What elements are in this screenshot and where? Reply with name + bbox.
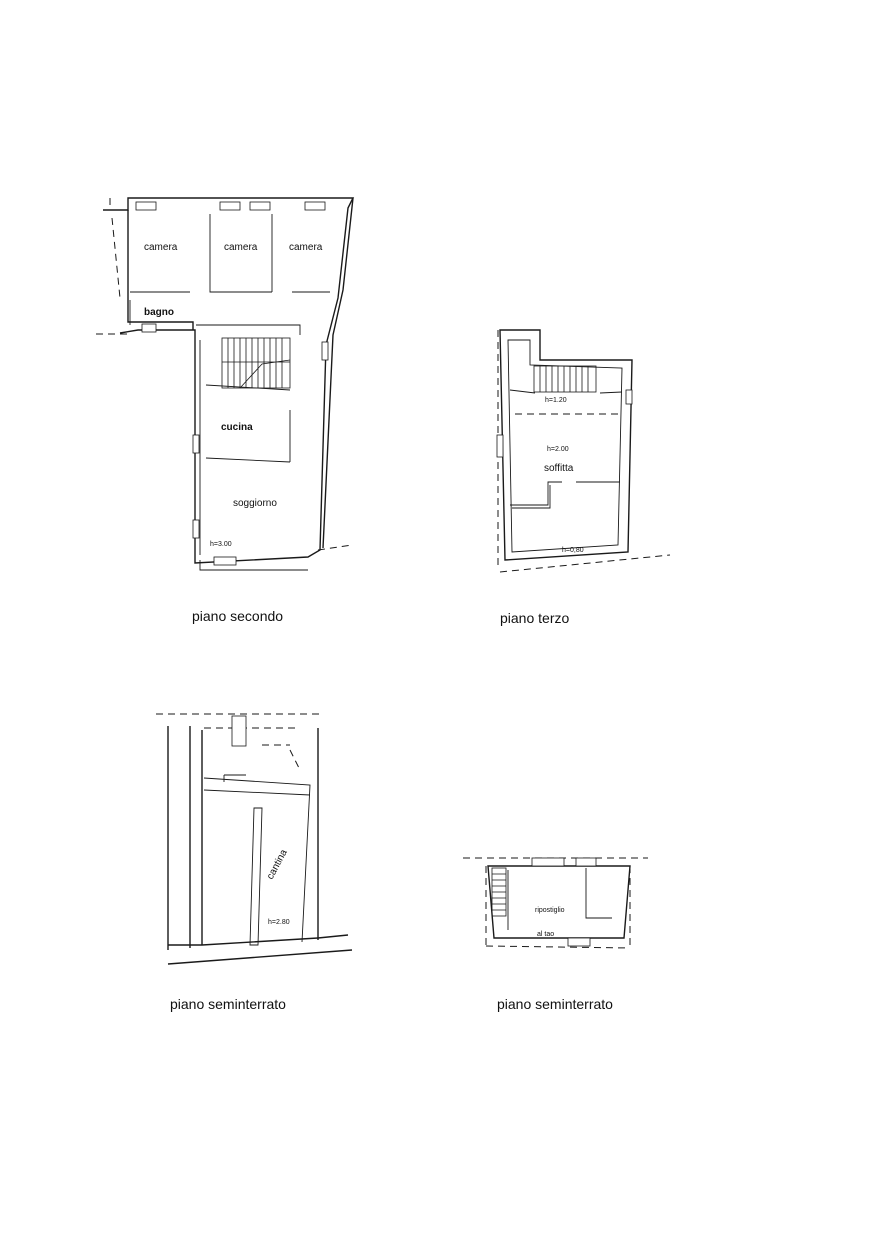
room-label-bagno: bagno xyxy=(144,307,174,318)
room-label-soggiorno: soggiorno xyxy=(233,498,277,509)
room-label-cucina: cucina xyxy=(221,422,253,433)
window-symbol xyxy=(136,202,156,210)
window-symbol xyxy=(322,342,328,360)
window-symbol xyxy=(193,435,199,453)
floor-plan-piano-terzo xyxy=(497,330,670,626)
window-symbol xyxy=(193,520,199,538)
floor-plan-piano-seminterrato-cantina xyxy=(156,714,352,1012)
window-symbol xyxy=(626,390,632,404)
window-symbol xyxy=(497,435,503,457)
caption-piano-seminterrato: piano seminterrato xyxy=(170,996,286,1012)
room-label-small: al tao xyxy=(537,931,555,938)
room-label-camera: camera xyxy=(144,242,178,253)
window-symbol xyxy=(214,557,236,565)
window-symbol xyxy=(532,858,564,866)
room-label-cantina: cantina xyxy=(264,847,290,882)
height-label: h=2.80 xyxy=(268,919,290,926)
window-symbol xyxy=(232,716,246,746)
floor-plan-piano-secondo xyxy=(96,198,353,624)
height-label: h=0,80 xyxy=(562,547,584,554)
caption-piano-seminterrato: piano seminterrato xyxy=(497,996,613,1012)
caption-piano-secondo: piano secondo xyxy=(192,608,284,624)
room-label-soffitta: soffitta xyxy=(544,463,574,474)
window-symbol xyxy=(250,202,270,210)
staircase-symbol xyxy=(222,338,290,388)
height-label: h=3.00 xyxy=(210,541,232,548)
height-label: h=1.20 xyxy=(545,397,567,404)
window-symbol xyxy=(568,938,590,946)
floor-plan-piano-seminterrato-ripostiglio xyxy=(463,858,648,1012)
window-symbol xyxy=(220,202,240,210)
caption-piano-terzo: piano terzo xyxy=(500,610,570,626)
room-label-ripostiglio: ripostiglio xyxy=(535,907,565,914)
height-label: h=2.00 xyxy=(547,446,569,453)
room-label-camera: camera xyxy=(224,242,258,253)
window-symbol xyxy=(142,324,156,332)
window-symbol xyxy=(305,202,325,210)
room-label-camera: camera xyxy=(289,242,323,253)
staircase-symbol xyxy=(534,366,596,392)
window-symbol xyxy=(576,858,596,866)
staircase-symbol xyxy=(492,868,506,916)
